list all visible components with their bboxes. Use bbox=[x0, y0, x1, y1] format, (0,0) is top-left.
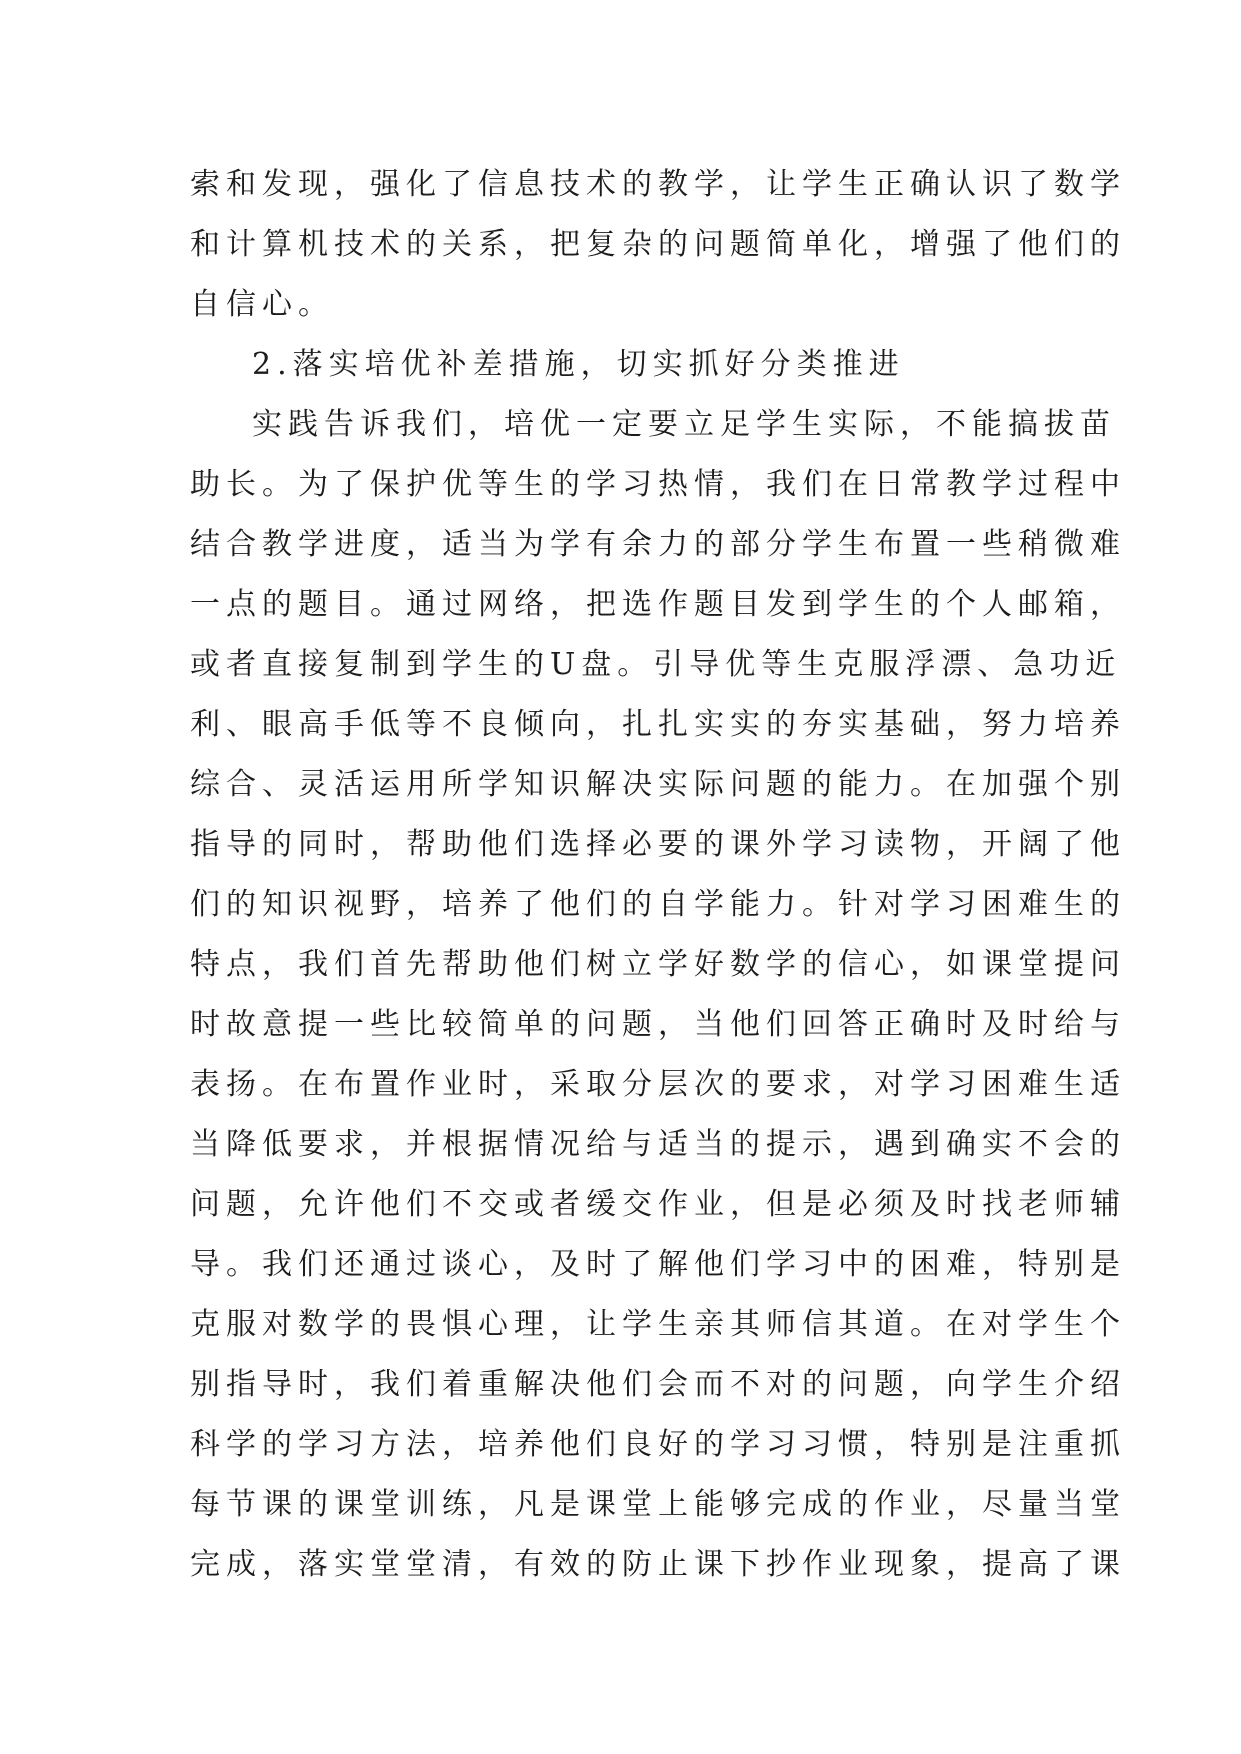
text-line: 或者直接复制到学生的U盘。引导优等生克服浮漂、急功近 bbox=[190, 647, 1122, 682]
text-line: 助长。为了保护优等生的学习热情，我们在日常教学过程中 bbox=[190, 467, 1126, 502]
text-line: 导。我们还通过谈心，及时了解他们学习中的困难，特别是 bbox=[190, 1247, 1126, 1282]
text-line: 表扬。在布置作业时，采取分层次的要求，对学习困难生适 bbox=[190, 1067, 1126, 1102]
text-line: 克服对数学的畏惧心理，让学生亲其师信其道。在对学生个 bbox=[190, 1307, 1126, 1342]
text-line: 科学的学习方法，培养他们良好的学习习惯，特别是注重抓 bbox=[190, 1427, 1126, 1462]
text-line: 时故意提一些比较简单的问题，当他们回答正确时及时给与 bbox=[190, 1007, 1126, 1042]
text-line: 完成，落实堂堂清，有效的防止课下抄作业现象，提高了课 bbox=[190, 1547, 1126, 1582]
text-line: 索和发现，强化了信息技术的教学，让学生正确认识了数学 bbox=[190, 167, 1126, 202]
text-line: 当降低要求，并根据情况给与适当的提示，遇到确实不会的 bbox=[190, 1127, 1126, 1162]
text-line: 利、眼高手低等不良倾向，扎扎实实的夯实基础，努力培养 bbox=[190, 707, 1126, 742]
body-text bbox=[190, 155, 1126, 1595]
text-line: 别指导时，我们着重解决他们会而不对的问题，向学生介绍 bbox=[190, 1367, 1126, 1402]
text-line: 特点，我们首先帮助他们树立学好数学的信心，如课堂提问 bbox=[190, 947, 1126, 982]
section-heading: 2.落实培优补差措施，切实抓好分类推进 bbox=[252, 347, 905, 382]
text-line: 每节课的课堂训练，凡是课堂上能够完成的作业，尽量当堂 bbox=[190, 1487, 1126, 1522]
text-line: 自信心。 bbox=[190, 287, 334, 322]
text-line: 们的知识视野，培养了他们的自学能力。针对学习困难生的 bbox=[190, 887, 1126, 922]
text-line: 结合教学进度，适当为学有余力的部分学生布置一些稍微难 bbox=[190, 527, 1126, 562]
text-line: 综合、灵活运用所学知识解决实际问题的能力。在加强个别 bbox=[190, 767, 1126, 802]
text-line: 问题，允许他们不交或者缓交作业，但是必须及时找老师辅 bbox=[190, 1187, 1126, 1222]
text-line: 和计算机技术的关系，把复杂的问题简单化，增强了他们的 bbox=[190, 227, 1126, 262]
paragraph-first-line: 实践告诉我们，培优一定要立足学生实际，不能搞拔苗 bbox=[252, 407, 1116, 442]
text-line: 一点的题目。通过网络，把选作题目发到学生的个人邮箱， bbox=[190, 587, 1126, 622]
text-line: 指导的同时，帮助他们选择必要的课外学习读物，开阔了他 bbox=[190, 827, 1126, 862]
